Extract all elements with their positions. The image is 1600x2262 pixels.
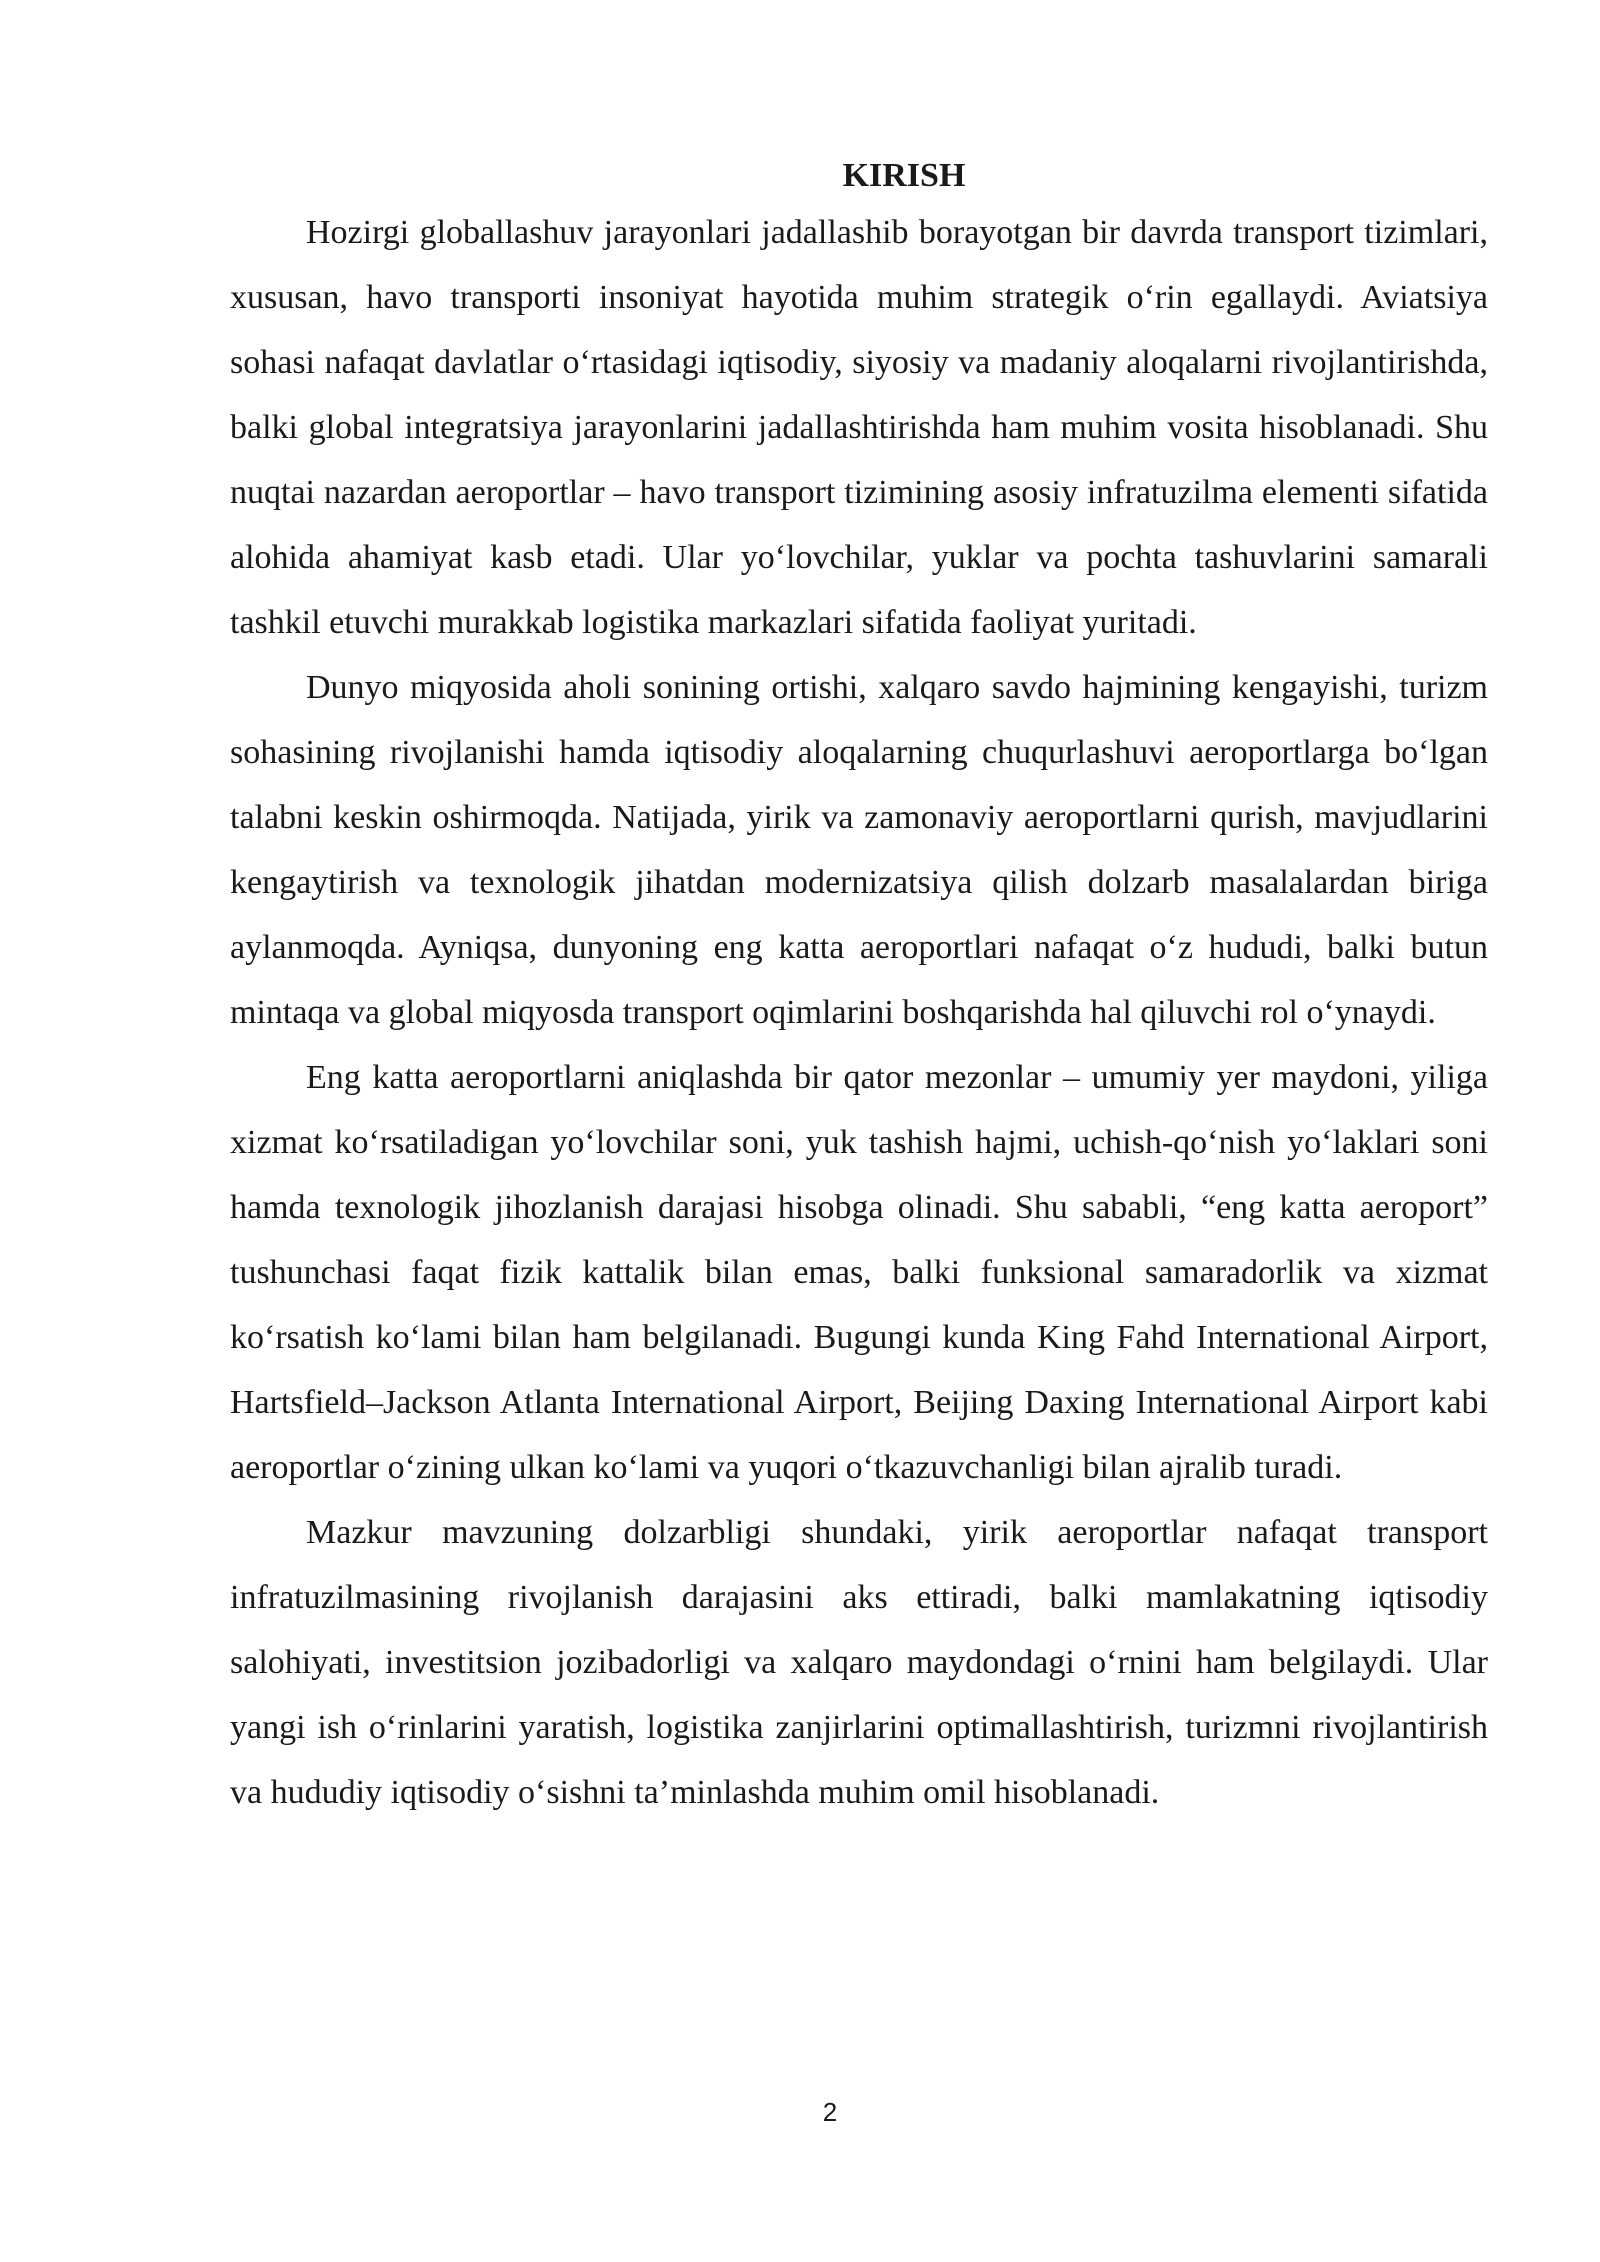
- paragraph-1: Hozirgi globallashuv jarayonlari jadallashib borayotgan bir davrda transport tizimlari, xususan, havo transporti insoniyat hayotida muhim strategik o‘rin egallaydi. Aviatsiya sohasi nafaqat davlatlar o‘rtasidagi iqtisodiy, siyosiy va madaniy aloqalarni rivojlantirishda, balki global integratsiya jarayonlarini jadallashtirishda ham muhim vosita hisoblanadi. Shu nuqtai nazardan aeroportlar – havo transport tizimining asosiy infratuzilma elementi sifatida alohida ahamiyat kasb etadi. Ular yo‘lovchilar, yuklar va pochta tashuvlarini samarali tashkil etuvchi murakkab logistika markazlari sifatida faoliyat yuritadi.: [230, 214, 1488, 641]
- section-title: KIRISH: [842, 157, 966, 194]
- page-body: [230, 152, 1488, 1825]
- page-number: 2: [822, 2097, 838, 2127]
- paragraph-2: Dunyo miqyosida aholi sonining ortishi, xalqaro savdo hajmining kengayishi, turizm sohasining rivojlanishi hamda iqtisodiy aloqalarning chuqurlashuvi aeroportlarga bo‘lgan talabni keskin oshirmoqda. Natijada, yirik va zamonaviy aeroportlarni qurish, mavjudlarini kengaytirish va texnologik jihatdan modernizatsiya qilish dolzarb masalalardan biriga aylanmoqda. Ayniqsa, dunyoning eng katta aeroportlari nafaqat o‘z hududi, balki butun mintaqa va global miqyosda transport oqimlarini boshqarishda hal qiluvchi rol o‘ynaydi.: [230, 669, 1488, 1031]
- paragraph-3: Eng katta aeroportlarni aniqlashda bir qator mezonlar – umumiy yer maydoni, yiliga xizmat ko‘rsatiladigan yo‘lovchilar soni, yuk tashish hajmi, uchish-qo‘nish yo‘laklari soni hamda texnologik jihozlanish darajasi hisobga olinadi. Shu sababli, “eng katta aeroport” tushunchasi faqat fizik kattalik bilan emas, balki funksional samaradorlik va xizmat ko‘rsatish ko‘lami bilan ham belgilanadi. Bugungi kunda King Fahd International Airport, Hartsfield–Jackson Atlanta International Airport, Beijing Daxing International Airport kabi aeroportlar o‘zining ulkan ko‘lami va yuqori o‘tkazuvchanligi bilan ajralib turadi.: [230, 1059, 1488, 1486]
- paragraph-4: Mazkur mavzuning dolzarbligi shundaki, yirik aeroportlar nafaqat transport infratuzilmasining rivojlanish darajasini aks ettiradi, balki mamlakatning iqtisodiy salohiyati, investitsion jozibadorligi va xalqaro maydondagi o‘rnini ham belgilaydi. Ular yangi ish o‘rinlarini yaratish, logistika zanjirlarini optimallashtirish, turizmni rivojlantirish va hududiy iqtisodiy o‘sishni ta’minlashda muhim omil hisoblanadi.: [230, 1514, 1488, 1811]
